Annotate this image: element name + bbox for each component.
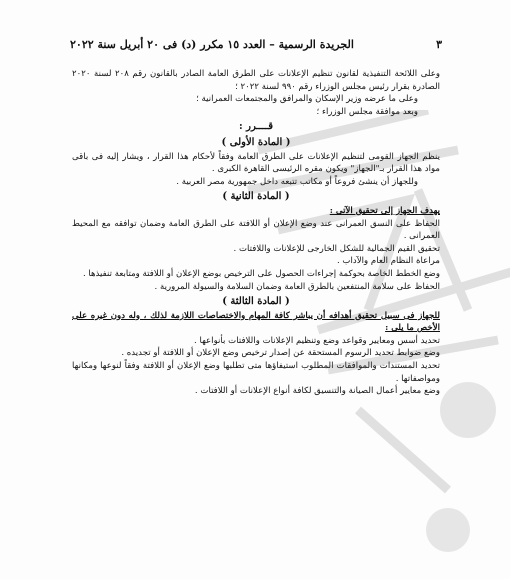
page-header xyxy=(70,38,442,51)
paragraph: وضع الخطط الخاصة بحوكمة إجراءات الحصول على الترخيص بوضع الإعلان أو اللافتة ومتابعة تنفيذها . xyxy=(82,268,440,279)
article-heading: ( المادة الأولى ) xyxy=(221,136,291,148)
paragraph: وللجهاز أن ينشئ فروعاً أو مكاتب تتبعه داخل جمهورية مصر العربية . xyxy=(176,176,418,187)
paragraph: وضع ضوابط تحديد الرسوم المستحقة عن إصدار ترخيص وضع الإعلان أو اللافتة أو تجديده . xyxy=(121,348,440,359)
page-number: ٣ xyxy=(436,38,442,51)
paragraph: تحديد المستندات والموافقات المطلوب استيفاؤها متى تطلبها وضع الإعلان أو اللافتة وفقاً لنوعها ومكانها ومواصفاتها . xyxy=(72,361,440,384)
article-heading: ( المادة الثانية ) xyxy=(222,191,290,203)
paragraph: تحقيق القيم الجمالية للشكل الخارجى للإعلانات واللافتات . xyxy=(233,243,440,254)
paragraph: وضع معايير أعمال الصيانة والتنسيق لكافة أنواع الإعلانات أو اللافتات . xyxy=(194,386,440,397)
paragraph: الحفاظ على سلامة المنتفعين بالطرق العامة وضمان السلامة والسيولة المرورية . xyxy=(154,281,440,292)
gazette-title: الجريدة الرسمية – العدد ١٥ مكرر (د) فى ٢٠ أبريل سنة ٢٠٢٢ xyxy=(70,38,354,51)
paragraph: وعلى ما عرضه وزير الإسكان والمرافق والمجتمعات العمرانية ؛ xyxy=(196,94,418,105)
paragraph: الحفاظ على النسق العمرانى عند وضع الإعلان أو اللافتة على الطرق العامة وضمان توافقه مع المحيط العمرانى . xyxy=(72,218,440,242)
paragraph: وعلى اللائحة التنفيذية لقانون تنظيم الإعلانات على الطرق العامة الصادر بالقانون رقم ٢٠٨ لسنة ٢٠٢٠ الصادرة بقرار رئيس مجلس الوزراء رقم ٩٩٠ لسنة ٢٠٢٢ ؛ xyxy=(72,69,440,92)
article-heading: قــــرر : xyxy=(238,121,274,133)
paragraph: وبعد موافقة مجلس الوزراء ؛ xyxy=(316,106,418,117)
paragraph: تحديد أسس ومعايير وقواعد وضع وتنظيم الإعلانات واللافتات بأنواعها . xyxy=(194,335,440,346)
document-body xyxy=(72,68,440,398)
paragraph: ينظم الجهاز القومى لتنظيم الإعلانات على الطرق العامة وفقاً لأحكام هذا القرار ، ويشار إليه فى باقى مواد هذا القرار بـ"الجهاز" ويكون مقره الرئيسى القاهرة الكبرى . xyxy=(72,151,440,175)
paragraph: مراعاة النظام العام والآداب . xyxy=(336,256,440,267)
article-heading: ( المادة الثالثة ) xyxy=(222,296,290,308)
paragraph: للجهاز فى سبيل تحقيق أهدافه أن يباشر كافة المهام والاختصاصات اللازمة لذلك ، وله دون غيره على الأخص ما يلى : xyxy=(72,310,440,334)
paragraph: يهدف الجهاز إلى تحقيق الآتى : xyxy=(329,205,440,216)
